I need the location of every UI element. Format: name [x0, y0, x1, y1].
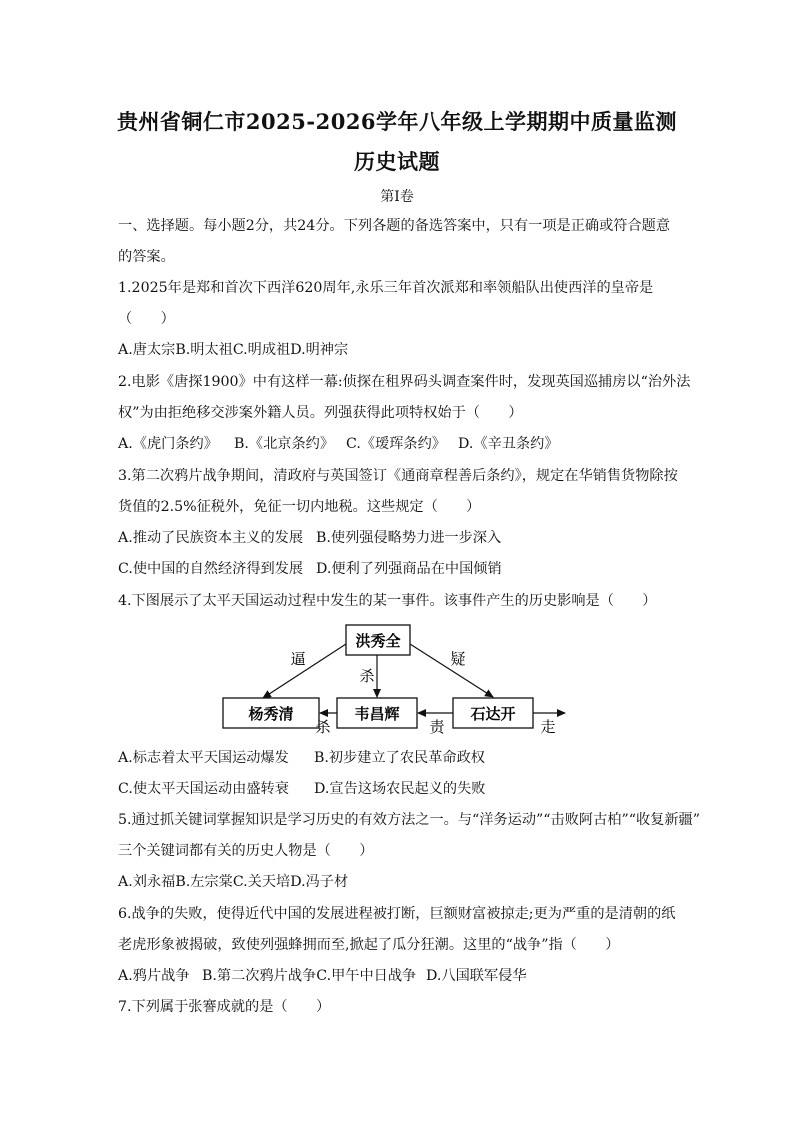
volume-label: 第Ⅰ卷: [380, 189, 414, 205]
question-5-options: A.刘永福B.左宗棠C.关天培D.冯子材: [118, 874, 349, 890]
question-4-options-row-2: [118, 779, 485, 799]
label-yi: 疑: [450, 650, 466, 668]
option-c: C.《瑷珲条约》: [346, 436, 446, 452]
option-b-c: B.第二次鸦片战争C.甲午中日战争: [202, 968, 417, 984]
label-zou: 走: [540, 718, 556, 734]
label-sha-down: 杀: [359, 667, 375, 685]
taiping-event-diagram: [215, 616, 575, 734]
label-hong-xiuquan: 洪秀全: [355, 632, 401, 650]
page-title: 贵州省铜仁市2025-2026学年八年级上学期期中质量监测: [116, 109, 678, 134]
question-3-stem-cont: 货值的2.5%征税外，免征一切内地税。这些规定（ ）: [118, 499, 481, 515]
label-ze: 责: [429, 718, 445, 734]
question-4-stem: 4.下图展示了太平天国运动过程中发生的某一事件。该事件产生的历史影响是（ ）: [118, 593, 657, 609]
option-a: A.《虎门条约》: [118, 436, 218, 452]
option-d: D.便利了列强商品在中国倾销: [316, 561, 502, 577]
question-6-stem: 6.战争的失败，使得近代中国的发展进程被打断，巨额财富被掠走;更为严重的是清朝的纸: [118, 906, 676, 922]
question-3-options-row-2: [118, 559, 502, 579]
label-wei-changhui: 韦昌辉: [354, 705, 400, 723]
label-yang-xiuqing: 杨秀清: [248, 705, 294, 723]
question-4-options-row-1: [118, 748, 485, 768]
option-c: C.使中国的自然经济得到发展: [118, 561, 304, 577]
question-5-stem-cont: 三个关键词都有关的历史人物是（ ）: [118, 843, 374, 859]
option-b: B.初步建立了农民革命政权: [314, 750, 485, 766]
question-1-options: A.唐太宗B.明太祖C.明成祖D.明神宗: [118, 342, 349, 358]
question-2-options: [118, 434, 559, 454]
question-6-stem-cont: 老虎形象被揭破，致使列强蜂拥而至,掀起了瓜分狂潮。这里的“战争”指（ ）: [118, 937, 620, 953]
section-instructions-2: 的答案。: [118, 249, 175, 265]
question-3-options-row-1: [118, 528, 501, 548]
option-a: A.标志着太平天国运动爆发: [118, 750, 289, 766]
option-a: A.鸦片战争: [118, 968, 190, 984]
section-instructions-1: 一、选择题。每小题2分，共24分。下列各题的备选答案中，只有一项是正确或符合题意: [118, 218, 671, 234]
label-sha-left: 杀: [315, 718, 331, 734]
question-5-stem: 5.通过抓关键词掌握知识是学习历史的有效方法之一。与“洋务运动”“击败阿古柏”“收复新疆”: [118, 812, 700, 828]
question-2-stem-cont: 权”为由拒绝移交涉案外籍人员。列强获得此项特权始于（ ）: [118, 405, 523, 421]
question-2-stem: 2.电影《唐探1900》中有这样一幕:侦探在租界码头调查案件时，发现英国巡捕房以“治外法: [118, 374, 691, 390]
option-c: C.使太平天国运动由盛转衰: [118, 781, 289, 797]
option-d: D.宣告这场农民起义的失败: [314, 781, 486, 797]
question-7-stem: 7.下列属于张謇成就的是（ ）: [118, 999, 331, 1015]
question-6-options: [118, 966, 527, 986]
option-b: B.使列强侵略势力进一步深入: [316, 530, 502, 546]
label-shi-dakai: 石达开: [470, 705, 516, 723]
option-d: D.《辛丑条约》: [458, 436, 559, 452]
label-bi: 逼: [290, 650, 306, 668]
page-subtitle: 历史试题: [354, 149, 440, 174]
option-b: B.《北京条约》: [234, 436, 335, 452]
option-a: A.推动了民族资本主义的发展: [118, 530, 304, 546]
option-d: D.八国联军侵华: [426, 968, 527, 984]
question-1-stem: 1.2025年是郑和首次下西洋620周年,永乐三年首次派郑和率领船队出使西洋的皇帝是: [118, 280, 654, 296]
question-1-blank: （ ）: [118, 311, 175, 327]
question-3-stem: 3.第二次鸦片战争期间，清政府与英国签订《通商章程善后条约》，规定在华销售货物除按: [118, 468, 678, 484]
